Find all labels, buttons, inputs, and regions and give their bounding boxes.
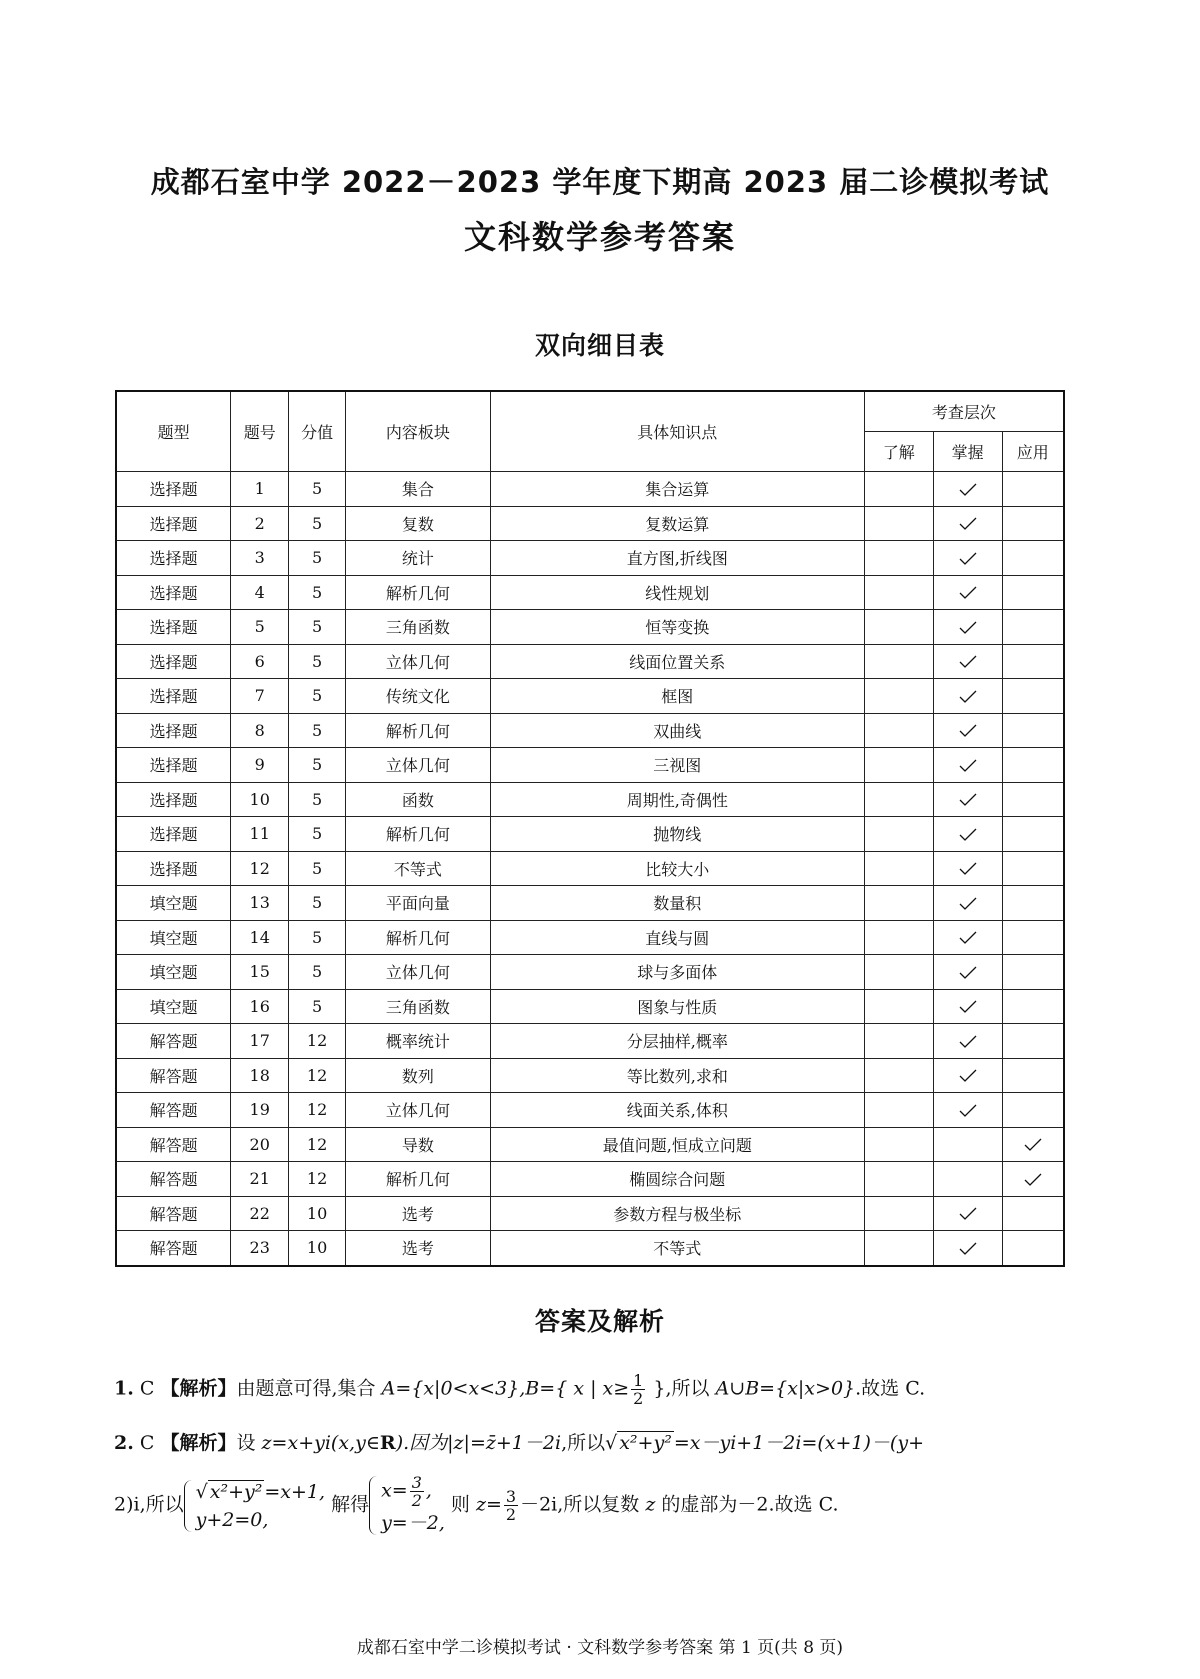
q1-fraction [631, 1372, 645, 1407]
table-section-title: 双向细目表 [534, 331, 665, 360]
cell-score: 12 [289, 1058, 346, 1093]
cell-type: 选择题 [116, 472, 231, 507]
header-level-understand: 了解 [864, 432, 933, 472]
q2-text-4: 则 [444, 1493, 476, 1516]
cell-type: 选择题 [116, 782, 231, 817]
cell-level-understand [864, 817, 933, 852]
header-level-apply: 应用 [1002, 432, 1064, 472]
cell-module: 立体几何 [346, 1093, 491, 1128]
cell-level-understand [864, 886, 933, 921]
cell-type: 解答题 [116, 1162, 231, 1197]
cell-score: 5 [289, 955, 346, 990]
cell-level-understand [864, 610, 933, 645]
cell-score: 10 [289, 1196, 346, 1231]
document-title: 文科数学参考答案 [463, 218, 736, 256]
cell-type: 选择题 [116, 851, 231, 886]
table-row [116, 1162, 1064, 1197]
q2-sqrt: x²+y² [619, 1432, 672, 1454]
cell-level-master [933, 1196, 1002, 1231]
cell-number: 3 [231, 541, 289, 576]
q2-line2-start: 2)i,所以 [114, 1493, 184, 1516]
cell-knowledge: 框图 [490, 679, 864, 714]
cell-knowledge: 复数运算 [490, 506, 864, 541]
cell-knowledge: 集合运算 [490, 472, 864, 507]
cell-module: 解析几何 [346, 920, 491, 955]
q2-text-3: 解得 [325, 1493, 370, 1516]
cell-type: 解答题 [116, 1196, 231, 1231]
cell-number: 11 [231, 817, 289, 852]
q2-text-1: 设 [236, 1432, 262, 1454]
cell-level-apply [1002, 541, 1064, 576]
cell-type: 解答题 [116, 1058, 231, 1093]
cell-level-master [933, 782, 1002, 817]
header-number: 题号 [231, 391, 289, 472]
cell-number: 17 [231, 1024, 289, 1059]
table-body [116, 472, 1064, 1266]
q1-tag: 【解析】 [160, 1377, 237, 1400]
cell-module: 复数 [346, 506, 491, 541]
cell-number: 8 [231, 713, 289, 748]
cell-level-apply [1002, 713, 1064, 748]
check-icon [959, 586, 977, 600]
cell-knowledge: 球与多面体 [490, 955, 864, 990]
cell-module: 概率统计 [346, 1024, 491, 1059]
cell-number: 2 [231, 506, 289, 541]
table-row [116, 920, 1064, 955]
cell-knowledge: 三视图 [490, 748, 864, 783]
q1-union: A∪B={x|x>0} [715, 1377, 856, 1400]
cell-score: 5 [289, 472, 346, 507]
q2-system-2 [369, 1474, 445, 1537]
check-icon [1024, 1173, 1042, 1187]
cell-module: 传统文化 [346, 679, 491, 714]
header-level-master: 掌握 [933, 432, 1002, 472]
header-knowledge: 具体知识点 [490, 391, 864, 472]
cell-level-apply [1002, 679, 1064, 714]
cell-knowledge: 线性规划 [490, 575, 864, 610]
cell-level-understand [864, 679, 933, 714]
cell-module: 解析几何 [346, 575, 491, 610]
cell-knowledge: 参数方程与极坐标 [490, 1196, 864, 1231]
check-icon [959, 828, 977, 842]
cell-score: 5 [289, 920, 346, 955]
answer-q2-line2 [114, 1474, 838, 1537]
cell-level-master [933, 920, 1002, 955]
cell-module: 立体几何 [346, 644, 491, 679]
table-row [116, 955, 1064, 990]
cell-module: 立体几何 [346, 955, 491, 990]
check-icon [959, 1000, 977, 1014]
cell-number: 6 [231, 644, 289, 679]
table-row [116, 713, 1064, 748]
cell-type: 选择题 [116, 610, 231, 645]
q2-z-num: 3 [505, 1487, 517, 1506]
check-icon [959, 793, 977, 807]
table-row [116, 1024, 1064, 1059]
cell-knowledge: 椭圆综合问题 [490, 1162, 864, 1197]
cell-level-master [933, 1231, 1002, 1266]
cell-score: 5 [289, 817, 346, 852]
check-icon [959, 931, 977, 945]
cell-type: 解答题 [116, 1231, 231, 1266]
cell-knowledge: 等比数列,求和 [490, 1058, 864, 1093]
cell-knowledge: 数量积 [490, 886, 864, 921]
cell-level-master [933, 575, 1002, 610]
cell-module: 不等式 [346, 851, 491, 886]
cell-number: 7 [231, 679, 289, 714]
q2-sys2-r1-tail: , [425, 1479, 432, 1502]
table-row [116, 1127, 1064, 1162]
cell-number: 18 [231, 1058, 289, 1093]
cell-score: 5 [289, 679, 346, 714]
cell-level-understand [864, 541, 933, 576]
q2-z-fraction [504, 1488, 518, 1523]
cell-score: 12 [289, 1093, 346, 1128]
check-icon [959, 621, 977, 635]
cell-score: 5 [289, 644, 346, 679]
cell-level-apply [1002, 610, 1064, 645]
page-footer: 成都石室中学二诊模拟考试 · 文科数学参考答案 第 1 页(共 8 页) [356, 1638, 844, 1658]
cell-score: 5 [289, 506, 346, 541]
cell-level-master [933, 1093, 1002, 1128]
cell-module: 立体几何 [346, 748, 491, 783]
check-icon [959, 483, 977, 497]
cell-module: 集合 [346, 472, 491, 507]
cell-knowledge: 不等式 [490, 1231, 864, 1266]
cell-number: 15 [231, 955, 289, 990]
table-row [116, 748, 1064, 783]
cell-level-master [933, 644, 1002, 679]
q1-set-a: A={x|0<x<3},B= [381, 1377, 556, 1400]
cell-level-apply [1002, 782, 1064, 817]
cell-level-master [933, 1024, 1002, 1059]
cell-module: 解析几何 [346, 713, 491, 748]
cell-level-understand [864, 989, 933, 1024]
check-icon [959, 1242, 977, 1256]
table-row [116, 989, 1064, 1024]
cell-type: 选择题 [116, 506, 231, 541]
check-icon [959, 897, 977, 911]
cell-level-understand [864, 955, 933, 990]
cell-type: 解答题 [116, 1127, 231, 1162]
cell-module: 三角函数 [346, 989, 491, 1024]
q2-answer: C [139, 1432, 155, 1454]
q2-text-2: ,所以 [561, 1432, 606, 1454]
cell-level-understand [864, 782, 933, 817]
cell-number: 14 [231, 920, 289, 955]
check-icon [959, 1035, 977, 1049]
q2-sys1-sqrt: x²+y² [209, 1480, 263, 1503]
cell-type: 解答题 [116, 1024, 231, 1059]
table-row [116, 541, 1064, 576]
cell-level-master [933, 817, 1002, 852]
cell-level-master [933, 955, 1002, 990]
cell-module: 函数 [346, 782, 491, 817]
table-row [116, 679, 1064, 714]
cell-level-understand [864, 575, 933, 610]
table-row [116, 1058, 1064, 1093]
cell-knowledge: 最值问题,恒成立问题 [490, 1127, 864, 1162]
cell-score: 5 [289, 989, 346, 1024]
cell-score: 5 [289, 886, 346, 921]
cell-type: 选择题 [116, 817, 231, 852]
cell-number: 9 [231, 748, 289, 783]
cell-type: 填空题 [116, 955, 231, 990]
cell-level-master [933, 679, 1002, 714]
cell-level-understand [864, 1127, 933, 1162]
q2-sys2-den: 2 [411, 1491, 422, 1510]
table-row [116, 851, 1064, 886]
cell-score: 5 [289, 713, 346, 748]
cell-module: 导数 [346, 1127, 491, 1162]
check-icon [959, 1069, 977, 1083]
cell-score: 10 [289, 1231, 346, 1266]
q2-math-7: z [645, 1493, 656, 1516]
cell-level-understand [864, 1024, 933, 1059]
q2-text-6: 的虚部为－2.故选 C. [655, 1493, 839, 1516]
cell-level-apply [1002, 886, 1064, 921]
header-level: 考查层次 [864, 391, 1064, 432]
cell-number: 12 [231, 851, 289, 886]
q2-tag: 【解析】 [160, 1432, 237, 1454]
q2-text-5: ,所以复数 [557, 1493, 646, 1516]
q2-sys2-r1-head: x= [381, 1479, 408, 1502]
check-icon [959, 552, 977, 566]
cell-module: 解析几何 [346, 817, 491, 852]
q1-text-2: ,所以 [665, 1377, 716, 1400]
cell-level-master [933, 1162, 1002, 1197]
cell-type: 选择题 [116, 575, 231, 610]
answers-section-title: 答案及解析 [534, 1307, 665, 1336]
cell-knowledge: 线面关系,体积 [490, 1093, 864, 1128]
table-row [116, 472, 1064, 507]
cell-score: 5 [289, 541, 346, 576]
cell-level-master [933, 610, 1002, 645]
cell-level-apply [1002, 1162, 1064, 1197]
cell-module: 选考 [346, 1196, 491, 1231]
cell-level-master [933, 886, 1002, 921]
cell-score: 5 [289, 851, 346, 886]
cell-type: 解答题 [116, 1093, 231, 1128]
q1-label: 1. [114, 1377, 134, 1400]
cell-level-apply [1002, 1127, 1064, 1162]
cell-level-understand [864, 851, 933, 886]
table-row [116, 1231, 1064, 1266]
q1-set-b-open: { x | x≥ [555, 1377, 630, 1400]
cell-type: 选择题 [116, 748, 231, 783]
cell-knowledge: 恒等变换 [490, 610, 864, 645]
cell-level-apply [1002, 1196, 1064, 1231]
cell-number: 4 [231, 575, 289, 610]
table-row [116, 644, 1064, 679]
q2-system-1 [184, 1478, 325, 1534]
cell-score: 12 [289, 1024, 346, 1059]
cell-score: 5 [289, 575, 346, 610]
answer-q1 [114, 1372, 925, 1407]
cell-knowledge: 抛物线 [490, 817, 864, 852]
q1-set-b-close: } [647, 1377, 666, 1400]
check-icon [959, 655, 977, 669]
cell-level-apply [1002, 851, 1064, 886]
cell-module: 统计 [346, 541, 491, 576]
cell-level-apply [1002, 644, 1064, 679]
cell-level-master [933, 472, 1002, 507]
cell-level-understand [864, 644, 933, 679]
cell-level-understand [864, 713, 933, 748]
cell-module: 数列 [346, 1058, 491, 1093]
cell-level-master [933, 1127, 1002, 1162]
table-row [116, 610, 1064, 645]
cell-knowledge: 分层抽样,概率 [490, 1024, 864, 1059]
cell-number: 23 [231, 1231, 289, 1266]
cell-level-apply [1002, 1024, 1064, 1059]
cell-type: 选择题 [116, 679, 231, 714]
table-row [116, 782, 1064, 817]
q2-label: 2. [114, 1432, 134, 1454]
cell-level-understand [864, 1162, 933, 1197]
specification-table [115, 390, 1065, 1267]
cell-level-apply [1002, 575, 1064, 610]
table-row [116, 575, 1064, 610]
cell-level-master [933, 506, 1002, 541]
cell-level-understand [864, 920, 933, 955]
check-icon [959, 862, 977, 876]
cell-knowledge: 周期性,奇偶性 [490, 782, 864, 817]
cell-knowledge: 双曲线 [490, 713, 864, 748]
cell-level-master [933, 851, 1002, 886]
check-icon [959, 759, 977, 773]
cell-level-understand [864, 1093, 933, 1128]
cell-score: 5 [289, 610, 346, 645]
cell-type: 填空题 [116, 886, 231, 921]
q2-math-1: z=x+yi(x,y∈ [261, 1432, 380, 1454]
q2-sys2-fraction [410, 1474, 424, 1509]
cell-type: 填空题 [116, 920, 231, 955]
cell-number: 20 [231, 1127, 289, 1162]
check-icon [1024, 1138, 1042, 1152]
table-row [116, 886, 1064, 921]
q2-math-3: z̄+1－2i [485, 1432, 562, 1454]
q2-math-6: －2i [520, 1493, 558, 1516]
cell-level-apply [1002, 1231, 1064, 1266]
cell-level-master [933, 989, 1002, 1024]
check-icon [959, 517, 977, 531]
cell-number: 22 [231, 1196, 289, 1231]
cell-knowledge: 图象与性质 [490, 989, 864, 1024]
q2-sys2-num: 3 [411, 1473, 422, 1492]
cell-module: 选考 [346, 1231, 491, 1266]
cell-level-apply [1002, 1058, 1064, 1093]
q2-sys1-row1: √ x²+y² =x+1, [195, 1480, 326, 1503]
q1-text-3: .故选 C. [855, 1377, 926, 1400]
cell-number: 1 [231, 472, 289, 507]
q2-math-2: ).因为|z|= [395, 1432, 486, 1454]
cell-level-master [933, 713, 1002, 748]
cell-level-understand [864, 1058, 933, 1093]
cell-level-apply [1002, 817, 1064, 852]
cell-level-understand [864, 748, 933, 783]
cell-level-apply [1002, 748, 1064, 783]
cell-type: 选择题 [116, 644, 231, 679]
q2-math-4: =x－yi+1－2i=(x+1)－(y+ [673, 1432, 924, 1454]
cell-type: 填空题 [116, 989, 231, 1024]
cell-type: 选择题 [116, 713, 231, 748]
table-row [116, 817, 1064, 852]
cell-number: 19 [231, 1093, 289, 1128]
q2-sys1-r1-tail: =x+1, [264, 1480, 326, 1503]
q2-sys2-row1 [381, 1474, 445, 1509]
table-row [116, 1196, 1064, 1231]
cell-level-understand [864, 1196, 933, 1231]
check-icon [959, 690, 977, 704]
cell-level-apply [1002, 472, 1064, 507]
cell-level-master [933, 748, 1002, 783]
cell-knowledge: 线面位置关系 [490, 644, 864, 679]
cell-type: 选择题 [116, 541, 231, 576]
check-icon [959, 1207, 977, 1221]
cell-level-understand [864, 472, 933, 507]
header-type: 题型 [116, 391, 231, 472]
cell-level-apply [1002, 955, 1064, 990]
table-row [116, 1093, 1064, 1128]
cell-level-apply [1002, 1093, 1064, 1128]
cell-score: 5 [289, 748, 346, 783]
cell-level-apply [1002, 989, 1064, 1024]
q1-text-1: 由题意可得,集合 [236, 1377, 382, 1400]
check-icon [959, 1104, 977, 1118]
cell-number: 10 [231, 782, 289, 817]
cell-number: 13 [231, 886, 289, 921]
q1-frac-den: 2 [633, 1389, 644, 1408]
cell-score: 5 [289, 782, 346, 817]
check-icon [959, 724, 977, 738]
cell-number: 16 [231, 989, 289, 1024]
q2-sys1-row2: y+2=0, [195, 1508, 269, 1531]
cell-module: 解析几何 [346, 1162, 491, 1197]
q1-frac-num: 1 [633, 1371, 644, 1390]
cell-number: 5 [231, 610, 289, 645]
cell-score: 12 [289, 1162, 346, 1197]
cell-score: 12 [289, 1127, 346, 1162]
cell-knowledge: 直方图,折线图 [490, 541, 864, 576]
q1-answer: C [139, 1377, 155, 1400]
q2-math-5: z= [475, 1493, 502, 1516]
cell-module: 三角函数 [346, 610, 491, 645]
cell-level-apply [1002, 920, 1064, 955]
table-row [116, 506, 1064, 541]
cell-number: 21 [231, 1162, 289, 1197]
q2-z-den: 2 [505, 1505, 517, 1524]
q2-real-set: R [379, 1432, 396, 1454]
cell-knowledge: 直线与圆 [490, 920, 864, 955]
q2-sys2-row2: y=－2, [381, 1512, 445, 1534]
cell-module: 平面向量 [346, 886, 491, 921]
cell-level-master [933, 1058, 1002, 1093]
header-score: 分值 [289, 391, 346, 472]
cell-level-understand [864, 1231, 933, 1266]
answer-q2: 2. C 【解析】设 z=x+yi(x,y∈R).因为|z|=z̄+1－2i,所以√ x²+y² =x－yi+1－2i=(x+1)－(y+ [114, 1432, 924, 1454]
header-module: 内容板块 [346, 391, 491, 472]
check-icon [959, 966, 977, 980]
cell-level-understand [864, 506, 933, 541]
exam-title: 成都石室中学 2022－2023 学年度下期高 2023 届二诊模拟考试 [150, 165, 1050, 199]
cell-level-apply [1002, 506, 1064, 541]
cell-knowledge: 比较大小 [490, 851, 864, 886]
cell-level-master [933, 541, 1002, 576]
